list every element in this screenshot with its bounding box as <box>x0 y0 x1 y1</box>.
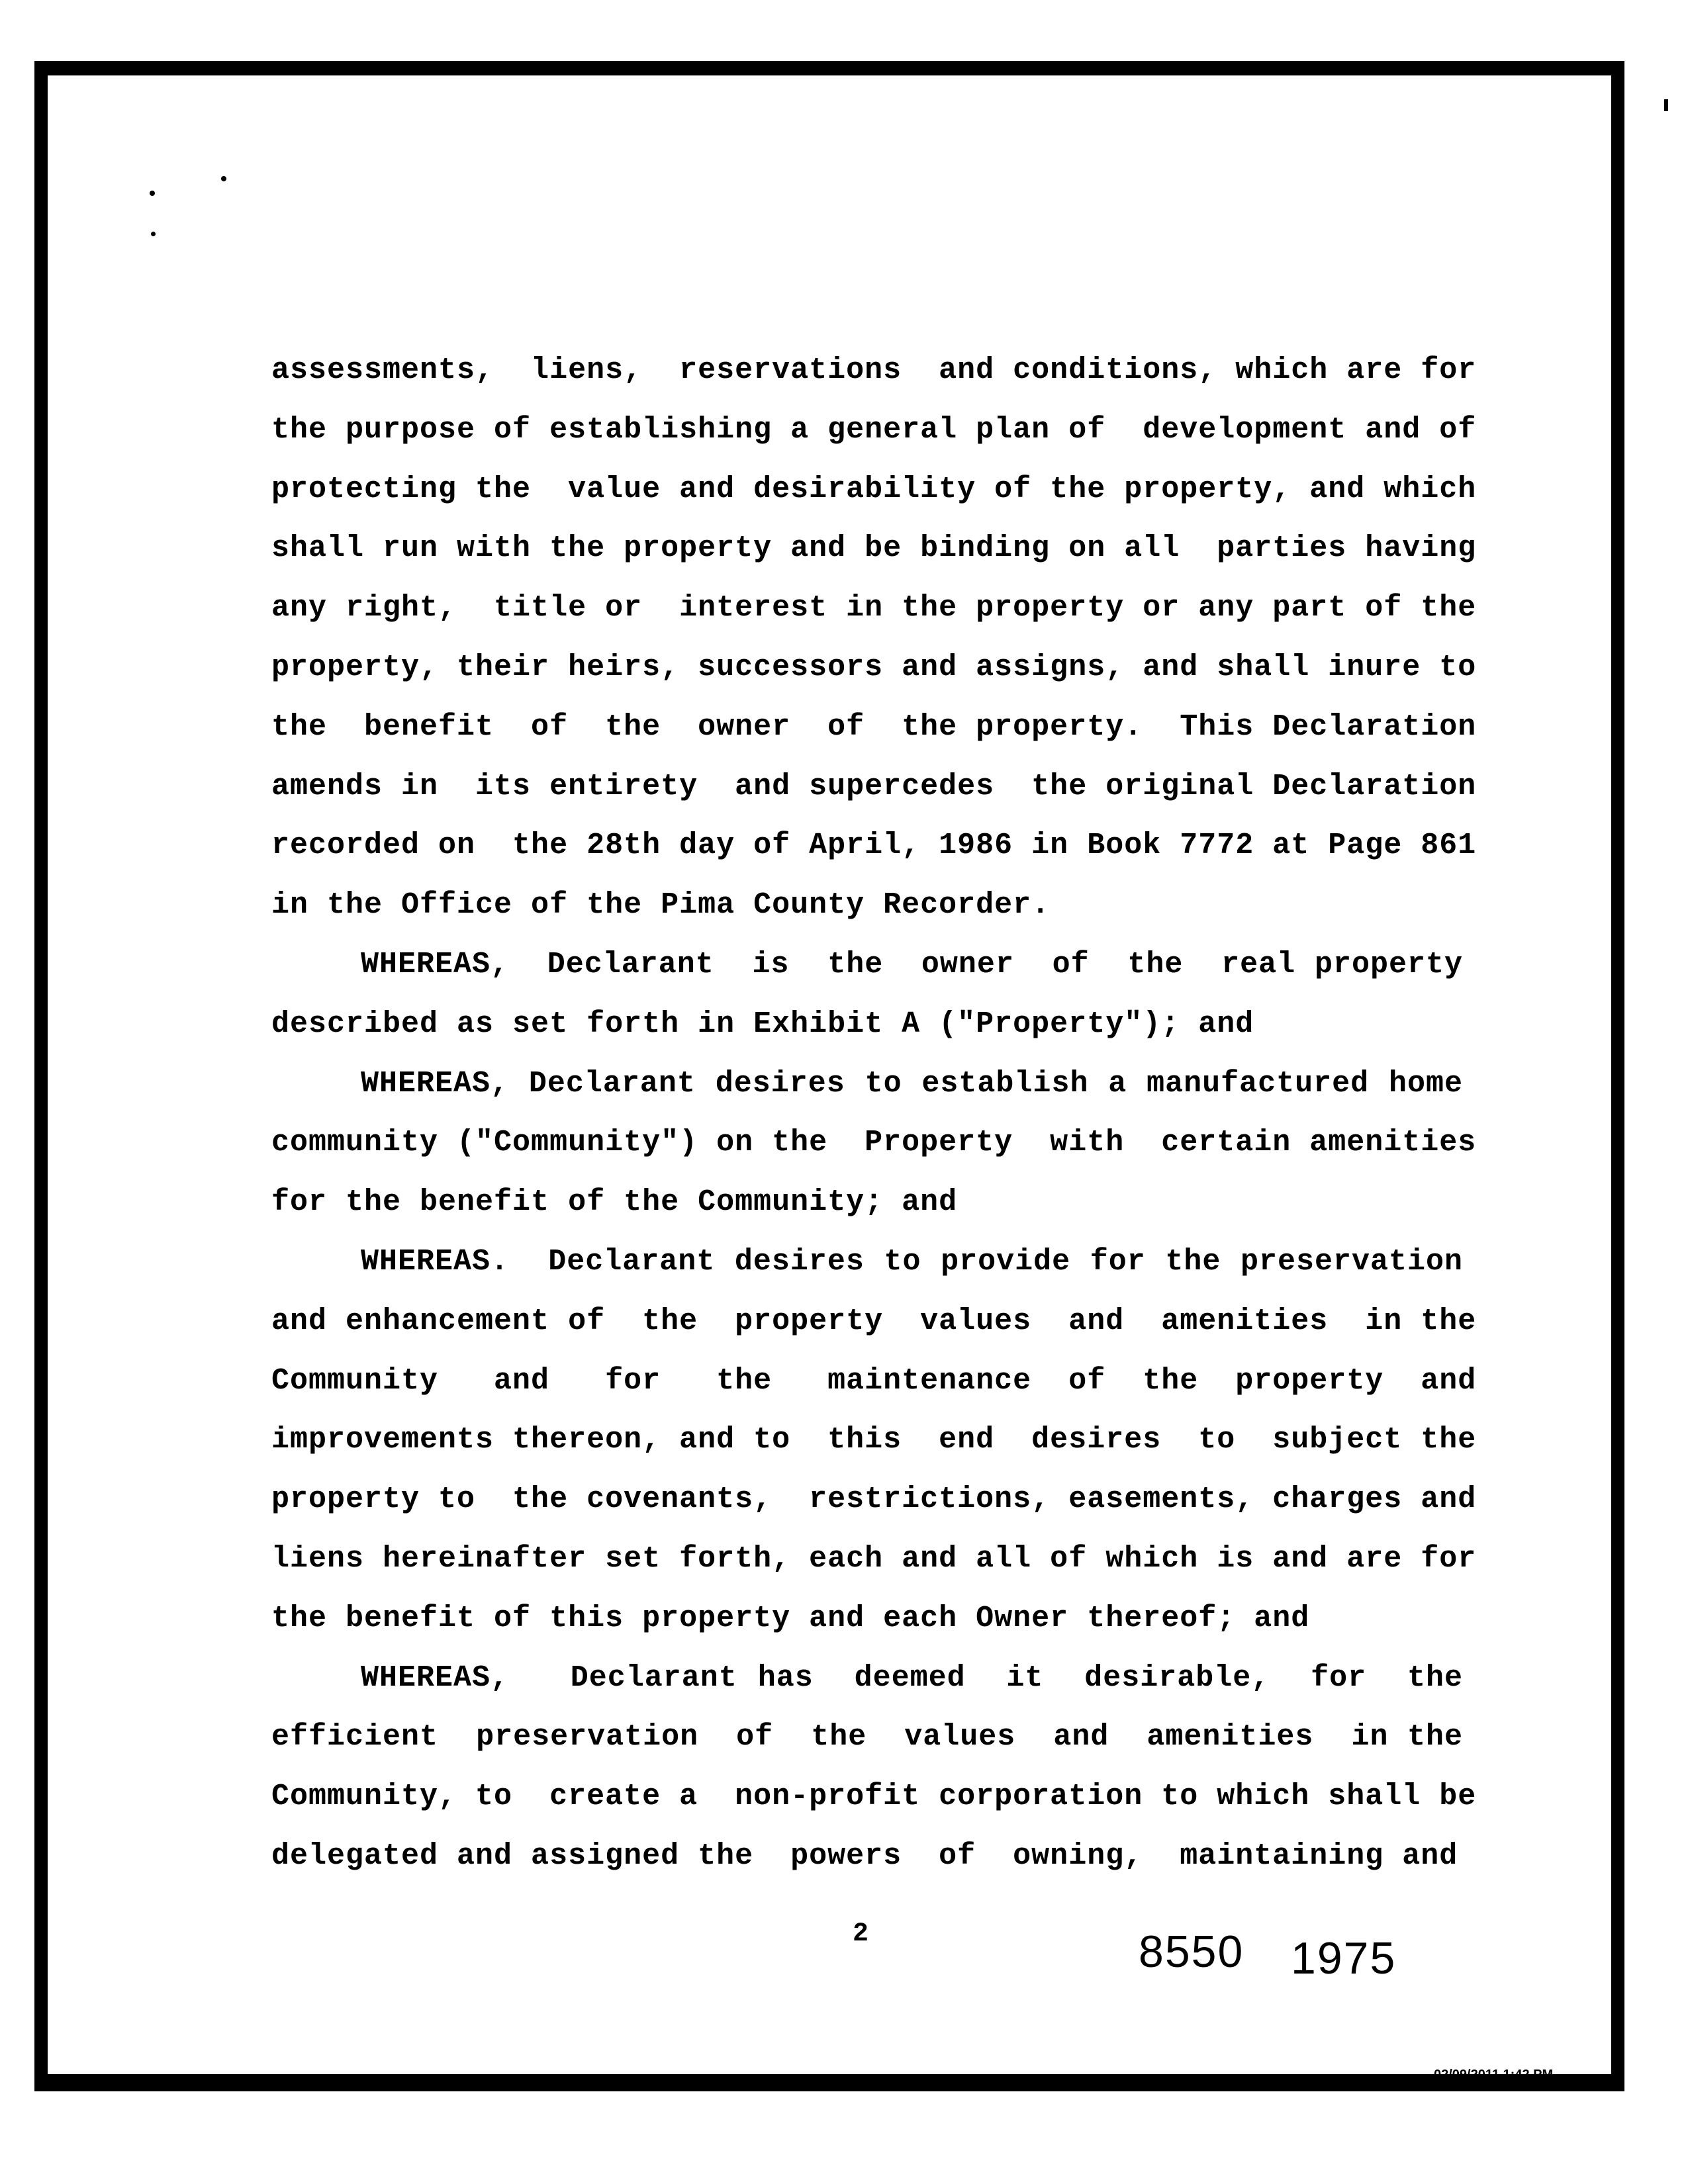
text-line: for the benefit of the Community; and <box>271 1185 958 1220</box>
book-number: 8550 <box>1139 1927 1244 1977</box>
text-line: efficient preservation of the values and amenities in the <box>271 1720 1463 1754</box>
page-number: 2 <box>853 1919 869 1949</box>
print-timestamp: 02/09/2011 1:42 PM <box>1434 2068 1554 2082</box>
text-line: the purpose of establishing a general plan of development and of <box>271 412 1477 447</box>
text-line: property to the covenants, restrictions, easements, charges and <box>271 1482 1477 1517</box>
text-line: assessments, liens, reservations and conditions, which are for <box>271 353 1477 387</box>
text-line: in the Office of the Pima County Recorder. <box>271 888 1051 923</box>
paragraph <box>271 1054 1477 1232</box>
text-line: and enhancement of the property values and amenities in the <box>271 1304 1477 1338</box>
text-line: described as set forth in Exhibit A ("Property"); and <box>271 1007 1254 1041</box>
text-line: Community and for the maintenance of the property and <box>271 1363 1477 1398</box>
paragraph <box>271 1649 1477 1886</box>
text-line: delegated and assigned the powers of owning, maintaining and <box>271 1839 1458 1873</box>
text-line: recorded on the 28th day of April, 1986 in Book 7772 at Page 861 <box>271 829 1477 863</box>
text-line: WHEREAS, Declarant has deemed it desirable, for the <box>361 1661 1463 1695</box>
paragraph <box>271 935 1463 1054</box>
text-line: amends in its entirety and supercedes the original Declaration <box>271 769 1477 803</box>
text-line: improvements thereon, and to this end desires to subject the <box>271 1423 1477 1457</box>
text-line: any right, title or interest in the property or any part of the <box>271 591 1477 625</box>
scan-speck <box>1664 99 1668 111</box>
scan-speck <box>151 232 156 236</box>
scan-speck <box>221 176 226 181</box>
paragraph <box>271 341 1477 935</box>
text-line: WHEREAS. Declarant desires to provide for the preservation <box>361 1244 1463 1279</box>
text-line: the benefit of the owner of the property. This Declaration <box>271 709 1477 744</box>
text-line: Community, to create a non-profit corporation to which shall be <box>271 1780 1477 1814</box>
scan-speck <box>150 191 155 196</box>
text-line: the benefit of this property and each Owner thereof; and <box>271 1601 1310 1635</box>
document-body <box>271 341 1477 1886</box>
paragraph <box>271 1232 1477 1649</box>
text-line: WHEREAS, Declarant desires to establish a manufactured home <box>361 1066 1463 1101</box>
text-line: protecting the value and desirability of the property, and which <box>271 472 1477 506</box>
text-line: property, their heirs, successors and assigns, and shall inure to <box>271 650 1477 684</box>
text-line: shall run with the property and be binding on all parties having <box>271 531 1477 566</box>
page-reference: 1975 <box>1291 1933 1397 1983</box>
text-line: WHEREAS, Declarant is the owner of the real property <box>361 947 1463 981</box>
text-line: liens hereinafter set forth, each and all of which is and are for <box>271 1541 1477 1576</box>
text-line: community ("Community") on the Property with certain amenities <box>271 1126 1477 1160</box>
